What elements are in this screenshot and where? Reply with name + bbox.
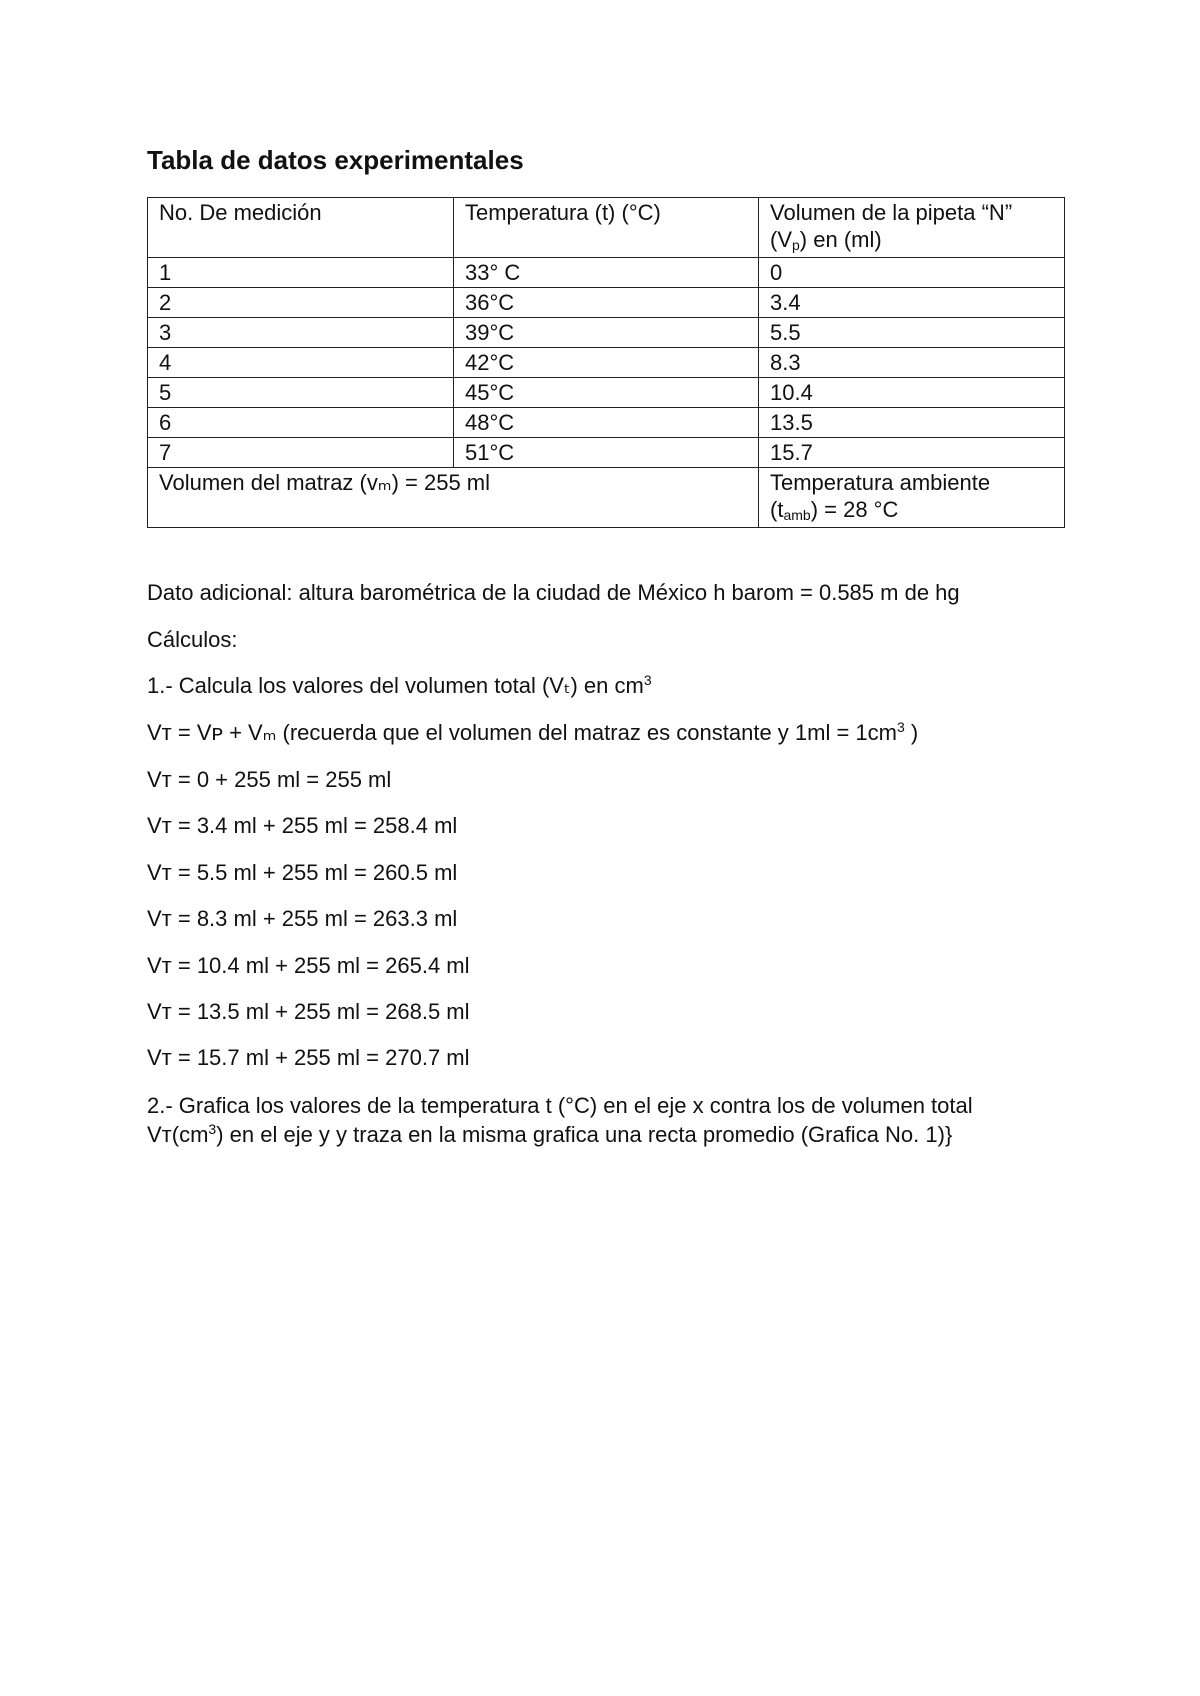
step2-line1: 2.- Grafica los valores de la temperatura t (°C) en el eje x contra los de volumen total xyxy=(147,1093,973,1118)
calc-line: Vᴛ = 5.5 ml + 255 ml = 260.5 ml xyxy=(147,860,458,885)
header-temperature: Temperatura (t) (°C) xyxy=(454,198,759,258)
cell-pipette-volume: 3.4 xyxy=(759,288,1065,318)
table-row xyxy=(148,288,1065,318)
table-header-row xyxy=(148,198,1065,258)
flask-volume-cell: Volumen del matraz (vₘ) = 255 ml xyxy=(148,468,759,528)
cell-measurement-number: 7 xyxy=(148,438,454,468)
ambient-temperature-cell xyxy=(759,468,1065,528)
cell-temperature: 48°C xyxy=(454,408,759,438)
table-footer-row xyxy=(148,468,1065,528)
step1-superscript: 3 xyxy=(643,672,652,688)
table-row xyxy=(148,258,1065,288)
ambient-temperature-line1: Temperatura ambiente xyxy=(770,470,991,495)
header-pipette-volume xyxy=(759,198,1065,258)
table-row xyxy=(148,408,1065,438)
table-row xyxy=(148,378,1065,408)
cell-measurement-number: 4 xyxy=(148,348,454,378)
cell-measurement-number: 5 xyxy=(148,378,454,408)
cell-measurement-number: 2 xyxy=(148,288,454,318)
calc-line: Vᴛ = 13.5 ml + 255 ml = 268.5 ml xyxy=(147,999,470,1024)
step2-superscript: 3 xyxy=(208,1121,217,1137)
calc-line: Vᴛ = 10.4 ml + 255 ml = 265.4 ml xyxy=(147,953,470,978)
cell-temperature: 33° C xyxy=(454,258,759,288)
ambient-temperature-line2-post: ) = 28 °C xyxy=(810,497,899,522)
header-measurement-number: No. De medición xyxy=(148,198,454,258)
calc-line: Vᴛ = 0 + 255 ml = 255 ml xyxy=(147,767,392,792)
ambient-temperature-line2-pre: (t xyxy=(770,497,784,522)
experimental-data-table xyxy=(147,197,1065,528)
step2-line2-pre: Vᴛ(cm xyxy=(147,1122,209,1147)
step2-instruction xyxy=(147,1091,1067,1152)
cell-pipette-volume: 0 xyxy=(759,258,1065,288)
cell-pipette-volume: 10.4 xyxy=(759,378,1065,408)
header-pipette-volume-line2-pre: (V xyxy=(770,227,792,252)
cell-temperature: 36°C xyxy=(454,288,759,318)
calculations-label: Cálculos: xyxy=(147,627,238,652)
formula-text: Vᴛ = Vᴘ + Vₘ (recuerda que el volumen del matraz es constante y 1ml = 1cm xyxy=(147,720,897,745)
calc-line: Vᴛ = 3.4 ml + 255 ml = 258.4 ml xyxy=(147,813,458,838)
cell-pipette-volume: 15.7 xyxy=(759,438,1065,468)
step1-instruction xyxy=(147,673,652,699)
cell-temperature: 45°C xyxy=(454,378,759,408)
table-row xyxy=(148,318,1065,348)
formula-tail: ) xyxy=(904,720,919,745)
cell-temperature: 51°C xyxy=(454,438,759,468)
cell-temperature: 42°C xyxy=(454,348,759,378)
formula-superscript: 3 xyxy=(897,719,905,735)
ambient-temperature-sub: amb xyxy=(783,507,811,523)
total-volume-formula xyxy=(147,720,918,746)
cell-measurement-number: 1 xyxy=(148,258,454,288)
header-pipette-volume-sub: p xyxy=(792,237,800,253)
table-row xyxy=(148,348,1065,378)
step2-line2-post: ) en el eje y y traza en la misma grafica una recta promedio (Grafica No. 1)} xyxy=(216,1122,953,1147)
cell-measurement-number: 3 xyxy=(148,318,454,348)
cell-temperature: 39°C xyxy=(454,318,759,348)
calc-line: Vᴛ = 15.7 ml + 255 ml = 270.7 ml xyxy=(147,1045,470,1070)
calc-line: Vᴛ = 8.3 ml + 255 ml = 263.3 ml xyxy=(147,906,458,931)
table-row xyxy=(148,438,1065,468)
cell-pipette-volume: 5.5 xyxy=(759,318,1065,348)
header-pipette-volume-line1: Volumen de la pipeta “N” xyxy=(770,200,1013,225)
step1-text: 1.- Calcula los valores del volumen total (Vₜ) en cm xyxy=(147,673,644,698)
cell-measurement-number: 6 xyxy=(148,408,454,438)
document-title: Tabla de datos experimentales xyxy=(147,145,524,175)
cell-pipette-volume: 13.5 xyxy=(759,408,1065,438)
additional-data-text: Dato adicional: altura barométrica de la ciudad de México h barom = 0.585 m de hg xyxy=(147,580,960,605)
header-pipette-volume-line2-post: ) en (ml) xyxy=(799,227,882,252)
cell-pipette-volume: 8.3 xyxy=(759,348,1065,378)
